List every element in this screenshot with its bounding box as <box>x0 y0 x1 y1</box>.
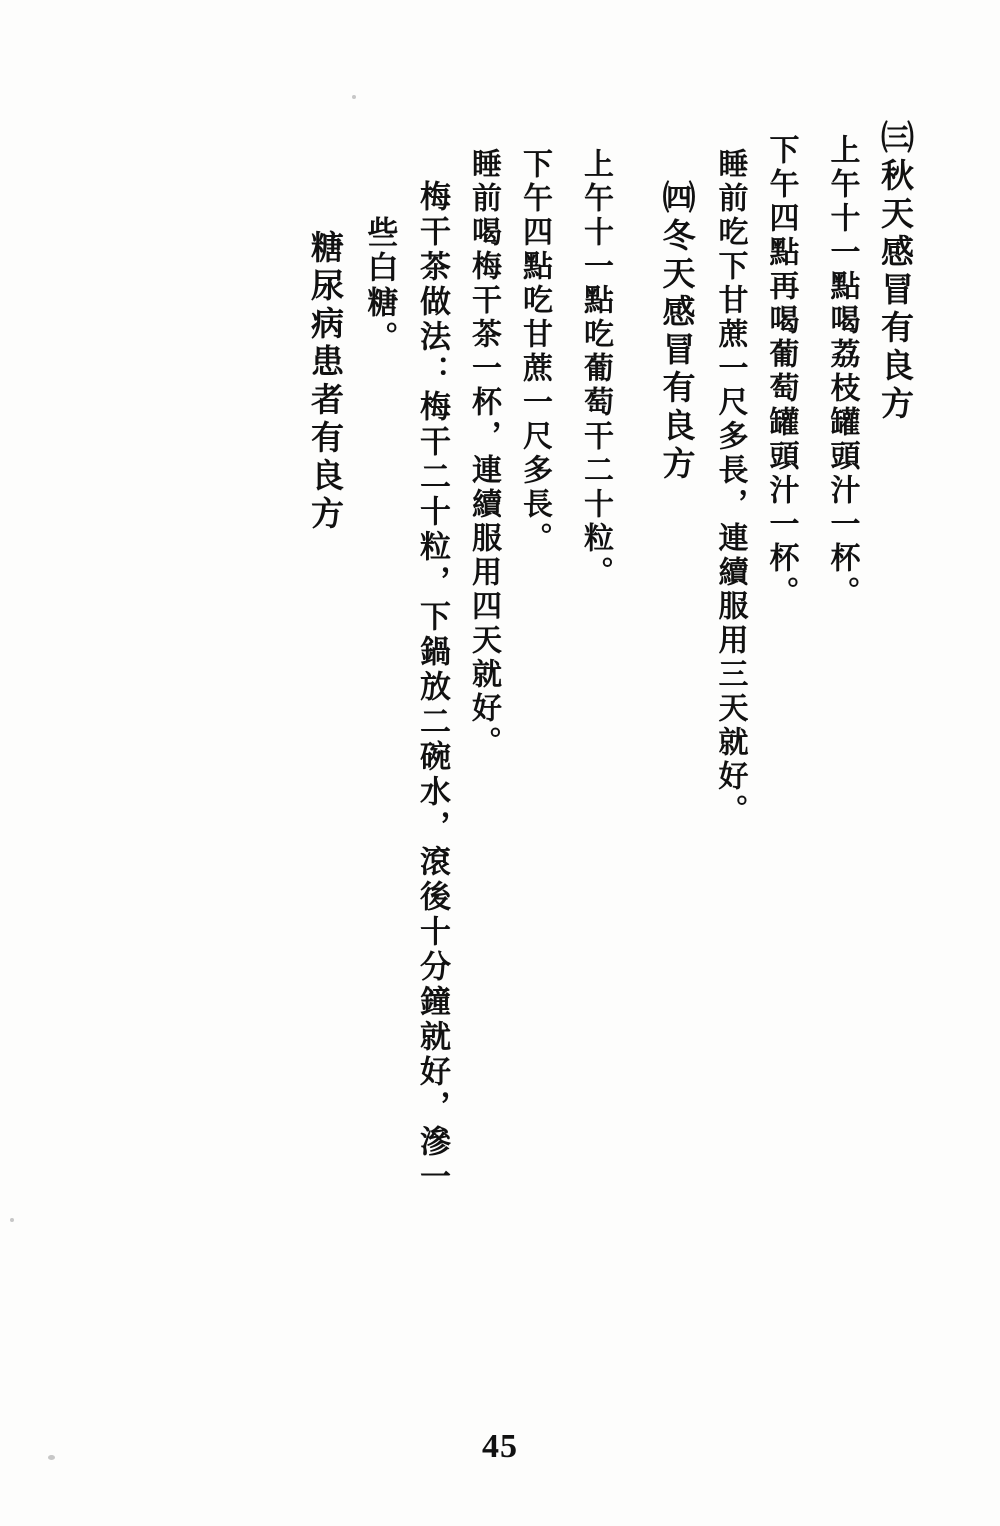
section-heading-diabetes: 糖尿病患者有良方 <box>306 230 345 534</box>
list-item-winter-2: 下午四點吃甘蔗一尺多長。 <box>517 148 552 556</box>
note-winter-line-2: 些白糖。 <box>361 216 398 356</box>
section-heading-winter: ㈣冬天感冒有良方 <box>657 180 697 484</box>
list-item-winter-1: 上午十一點吃葡萄干二十粒。 <box>578 148 613 590</box>
list-item-winter-3: 睡前喝梅干茶一杯，連續服用四天就好。 <box>466 148 501 760</box>
list-item-autumn-1: 上午十一點喝荔枝罐頭汁一杯。 <box>824 134 860 610</box>
section-heading-autumn: ㈢秋天感冒有良方 <box>876 120 915 424</box>
paper-speck <box>352 95 356 99</box>
paper-speck <box>10 1218 14 1222</box>
page-number: 45 <box>482 1428 518 1465</box>
note-winter-line-1: 梅干茶做法：梅干二十粒，下鍋放二碗水，滾後十分鐘就好，滲一 <box>414 180 450 1195</box>
list-item-autumn-2: 下午四點再喝葡萄罐頭汁一杯。 <box>763 134 799 610</box>
list-item-autumn-3: 睡前吃下甘蔗一尺多長，連續服用三天就好。 <box>712 148 748 828</box>
vertical-text-body <box>80 120 920 1376</box>
